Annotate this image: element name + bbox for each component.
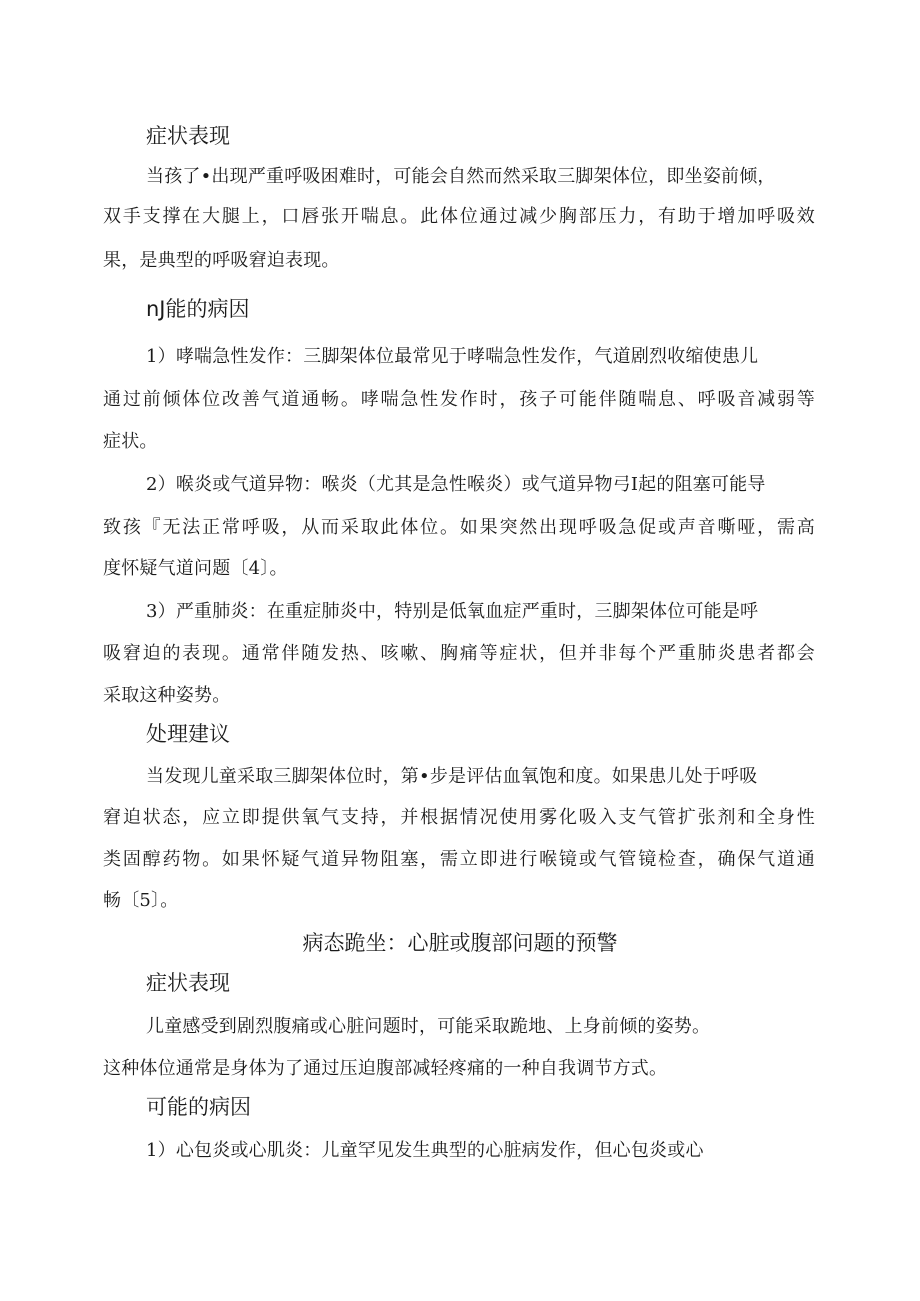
paragraph-line: 畅〔5〕。 (103, 890, 179, 911)
list-item-line: 采取这种姿势。 (103, 685, 231, 706)
paragraph-line: 当孩了•出现严重呼吸困难时，可能会自然而然采取三脚架体位，即坐姿前倾， (146, 166, 776, 187)
paragraph-line: 这种体位通常是身体为了通过压迫腹部减轻疼痛的一种自我调节方式。 (103, 1058, 668, 1079)
section-heading-causes: nJ能的病因 (146, 297, 250, 321)
section-heading-advice: 处理建议 (146, 722, 230, 746)
paragraph-line: 窘迫状态，应立即提供氧气支持，并根据情况使用雾化吸入支气管扩张剂和全身性 (103, 807, 815, 828)
list-item-line: 致孩『无法正常呼吸，从而采取此体位。如果突然出现呼吸急促或声音嘶哑，需高 (103, 517, 815, 538)
list-item-line: 症状。 (103, 431, 158, 452)
paragraph-line: 当发现儿童采取三脚架体位时，第•步是评估血氧饱和度。如果患儿处于呼吸 (146, 766, 758, 787)
list-item-line: 通过前倾体位改善气道通畅。哮喘急性发作时，孩子可能伴随喘息、呼吸音减弱等 (103, 389, 815, 410)
list-item-line: 1）哮喘急性发作：三脚架体位最常见于哮喘急性发作，气道剧烈收缩使患儿 (146, 346, 759, 367)
list-item-line: 2）喉炎或气道异物：喉炎（尤其是急性喉炎）或气道异物弓I起的阻塞可能导 (146, 474, 766, 495)
paragraph-line: 儿童感受到剧烈腹痛或心脏问题时，可能采取跪地、上身前倾的姿势。 (146, 1016, 711, 1037)
paragraph-line: 双手支撑在大腿上，口唇张开喘息。此体位通过减少胸部压力，有助于增加呼吸效 (103, 206, 815, 227)
list-item-line: 3）严重肺炎：在重症肺炎中，特别是低氧血症严重时，三脚架体位可能是呼 (146, 601, 759, 622)
section-heading-causes: 可能的病因 (146, 1095, 251, 1119)
list-item-line: 1）心包炎或心肌炎：儿童罕见发生典型的心脏病发作，但心包炎或心 (146, 1140, 704, 1161)
section-heading-symptoms: 症状表现 (146, 971, 230, 995)
section-heading-symptoms: 症状表现 (146, 124, 230, 148)
list-item-line: 度怀疑气道问题〔4〕。 (103, 558, 288, 579)
paragraph-line: 果，是典型的呼吸窘迫表现。 (103, 250, 340, 271)
section-title: 病态跪坐：心脏或腹部问题的预警 (302, 931, 618, 955)
list-item-line: 吸窘迫的表现。通常伴随发热、咳嗽、胸痛等症状，但并非每个严重肺炎患者都会 (103, 643, 815, 664)
paragraph-line: 类固醇药物。如果怀疑气道异物阻塞，需立即进行喉镜或气管镜检查，确保气道通 (103, 849, 815, 870)
